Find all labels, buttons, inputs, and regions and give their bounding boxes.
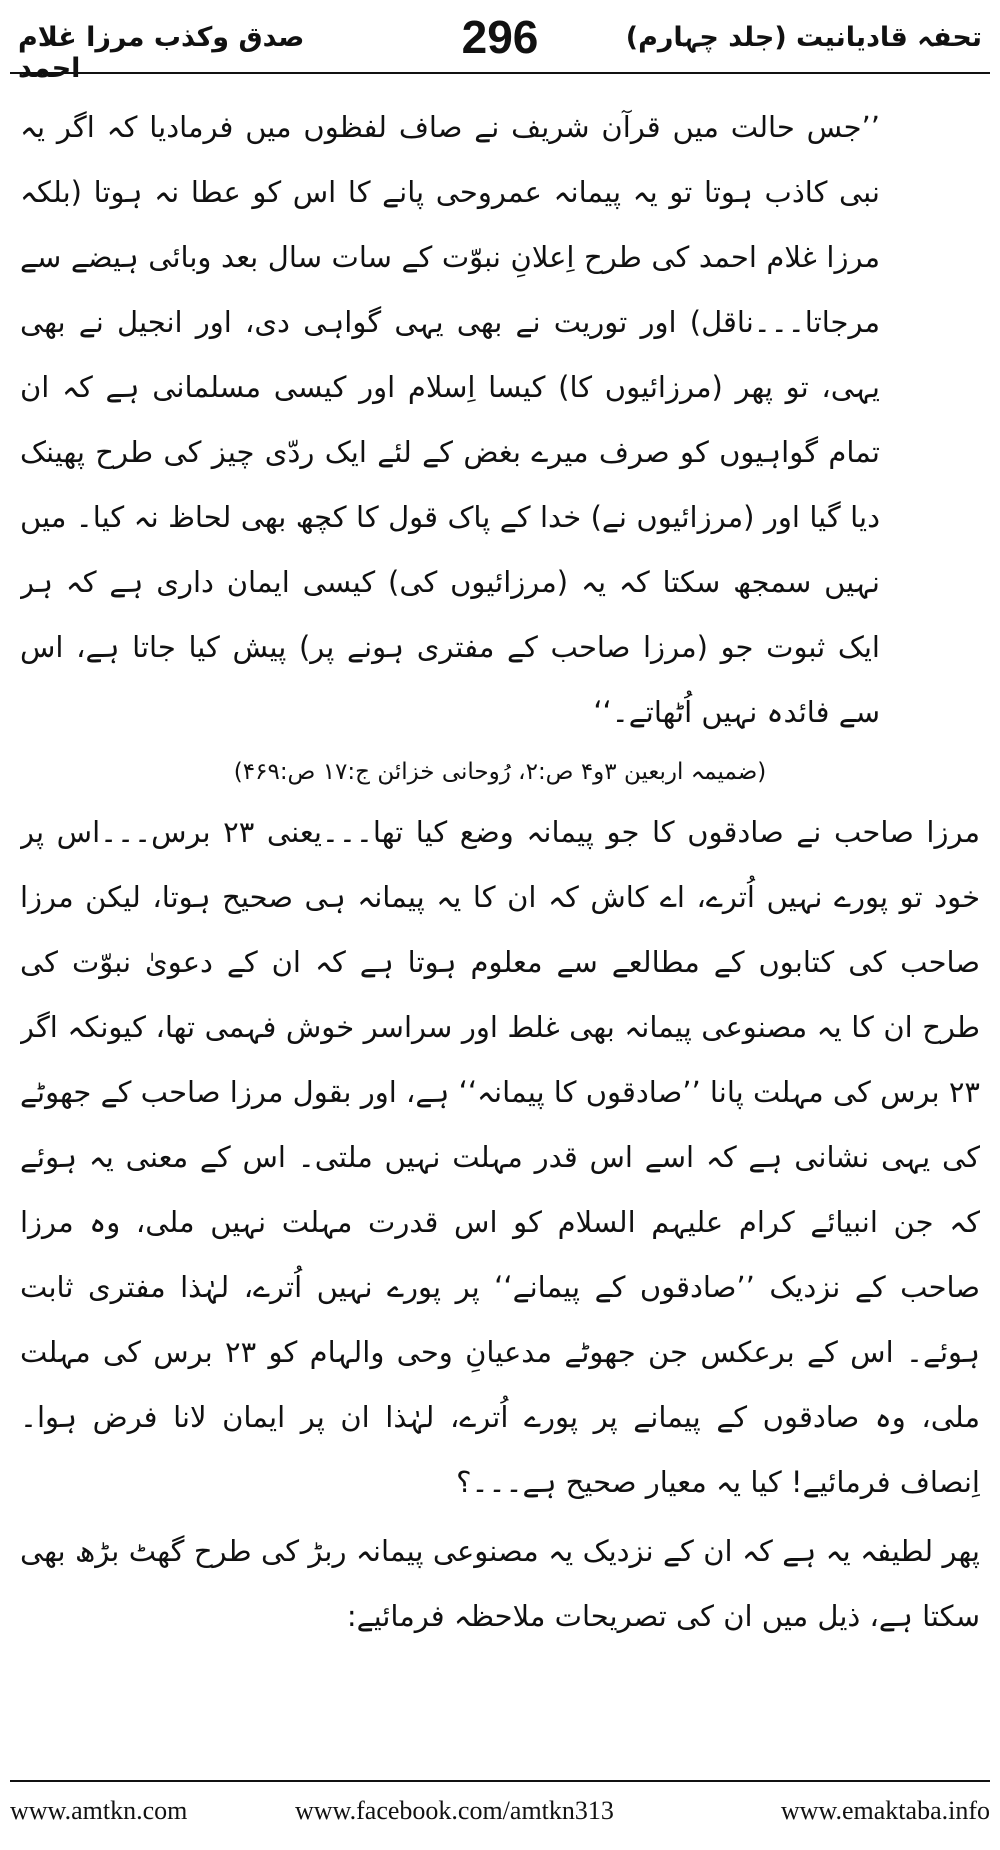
quoted-passage: ’’جس حالت میں قرآن شریف نے صاف لفظوں میں فرمادیا کہ اگر یہ نبی کاذب ہوتا تو یہ پیمانہ عمروحی پانے کا اس کو عطا نہ ہوتا (بلکہ مرزا غلام احمد کی طرح اِعلانِ نبوّت کے سات سال بعد وبائی ہیضے سے مرجاتا۔۔۔ناقل) اور توریت نے بھی یہی گواہی دی، اور انجیل نے بھی یہی، تو پھر (مرزائیوں کا) کیسا اِسلام اور کیسی مسلمانی ہے کہ ان تمام گواہیوں کو صرف میرے بغض کے لئے ایک ردّی چیز کی طرح پھینک دیا گیا اور (مرزائیوں نے) خدا کے پاک قول کا کچھ بھی لحاظ نہ کیا۔ میں نہیں سمجھ سکتا کہ یہ (مرزائیوں کی) کیسی ایمان داری ہے کہ ہر ایک ثبوت جو (مرزا صاحب کے مفتری ہونے پر) پیش کیا جاتا ہے، اس سے فائدہ نہیں اُٹھاتے۔‘‘: [20, 110, 880, 729]
page-footer: [0, 1780, 1000, 1850]
book-title: تحفہ قادیانیت (جلد چہارم): [625, 22, 982, 53]
source-reference: (ضمیمہ اربعین ۳و۴ ص:۲، رُوحانی خزائن ج:۱۷ ص:۴۶۹): [233, 759, 767, 785]
body-paragraph-2: پھر لطیفہ یہ ہے کہ ان کے نزدیک یہ مصنوعی پیمانہ ربڑ کی طرح گھٹ بڑھ بھی سکتا ہے، ذیل میں ان کی تصریحات ملاحظہ فرمائیے:: [20, 1534, 980, 1633]
page-number: 296: [461, 11, 539, 63]
footer-link-amtkn[interactable]: www.amtkn.com: [10, 1796, 188, 1825]
footer-link-facebook[interactable]: www.facebook.com/amtkn313: [295, 1796, 614, 1825]
page-header: [0, 0, 1000, 84]
header-divider: [10, 72, 990, 74]
page-content: [20, 95, 980, 1735]
footer-link-emaktaba[interactable]: www.emaktaba.info: [780, 1796, 990, 1825]
footer-divider: [10, 1780, 990, 1782]
chapter-title: صدق وکذب مرزا غلام احمد: [18, 22, 305, 84]
body-paragraph-1: مرزا صاحب نے صادقوں کا جو پیمانہ وضع کیا تھا۔۔۔یعنی ۲۳ برس۔۔۔اس پر خود تو پورے نہیں اُترے، اے کاش کہ ان کا یہ پیمانہ ہی صحیح ہوتا، لیکن مرزا صاحب کی کتابوں کے مطالعے سے معلوم ہوتا ہے کہ ان کے دعویٰ نبوّت کی طرح ان کا یہ مصنوعی پیمانہ بھی غلط اور سراسر خوش فہمی تھا، کیونکہ اگر ۲۳ برس کی مہلت پانا ’’صادقوں کا پیمانہ‘‘ ہے، اور بقول مرزا صاحب کے جھوٹے کی یہی نشانی ہے کہ اسے اس قدر مہلت نہیں ملتی۔ اس کے معنی یہ ہوئے کہ جن انبیائے کرام علیہم السلام کو اس قدرت مہلت نہیں ملی، وہ مرزا صاحب کے نزدیک ’’صادقوں کے پیمانے‘‘ پر پورے نہیں اُترے، لہٰذا مفتری ثابت ہوئے۔ اس کے برعکس جن جھوٹے مدعیانِ وحی والہام کو ۲۳ برس کی مہلت ملی، وہ صادقوں کے پیمانے پر پورے اُترے، لہٰذا ان پر ایمان لانا فرض ہوا۔ اِنصاف فرمائیے! کیا یہ معیار صحیح ہے۔۔۔؟: [20, 815, 980, 1499]
